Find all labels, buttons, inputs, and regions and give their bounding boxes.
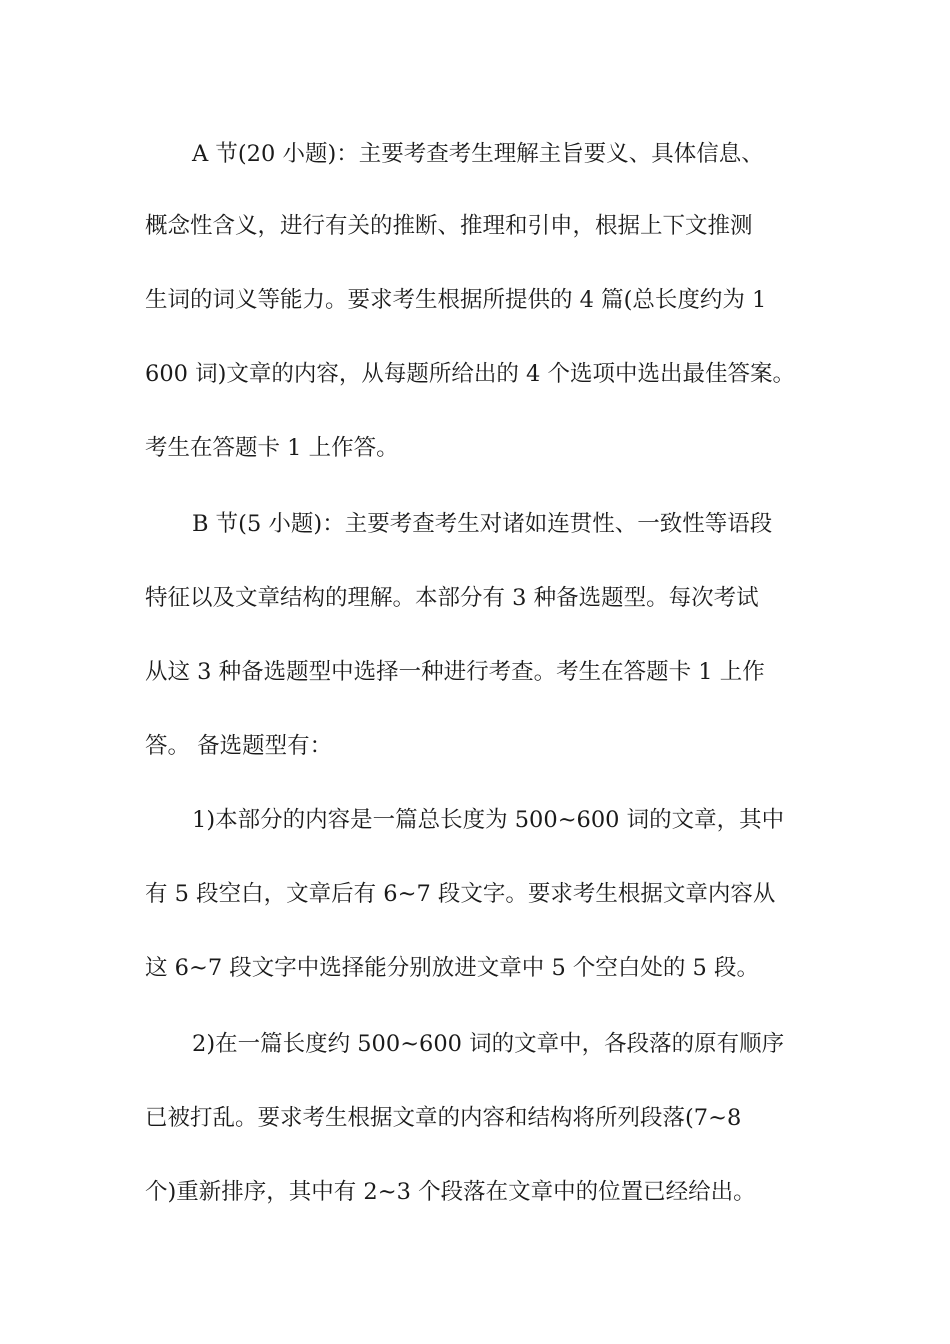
option-2-line-3: 个)重新排序，其中有 2~3 个段落在文章中的位置已经给出。 [145,1179,756,1205]
section-a-line-1: A 节(20 小题)：主要考查考生理解主旨要义、具体信息、 [192,141,764,167]
section-b-line-3: 从这 3 种备选题型中选择一种进行考查。考生在答题卡 1 上作 [145,659,765,685]
section-a-line-5: 考生在答题卡 1 上作答。 [145,435,399,461]
option-2-line-2: 已被打乱。要求考生根据文章的内容和结构将所列段落(7~8 [145,1105,742,1131]
section-a-line-4: 600 词)文章的内容，从每题所给出的 4 个选项中选出最佳答案。 [145,361,795,387]
option-1-line-1: 1)本部分的内容是一篇总长度为 500~600 词的文章，其中 [192,807,785,833]
option-1-line-2: 有 5 段空白，文章后有 6~7 段文字。要求考生根据文章内容从 [145,881,776,907]
section-b-line-2: 特征以及文章结构的理解。本部分有 3 种备选题型。每次考试 [145,585,759,611]
section-a-line-3: 生词的词义等能力。要求考生根据所提供的 4 篇(总长度约为 1 [145,287,767,313]
section-a-line-2: 概念性含义，进行有关的推断、推理和引申，根据上下文推测 [145,213,753,239]
option-2-line-1: 2)在一篇长度约 500~600 词的文章中，各段落的原有顺序 [192,1031,785,1057]
section-b-line-4: 答。 备选题型有： [145,733,333,759]
option-1-line-3: 这 6~7 段文字中选择能分别放进文章中 5 个空白处的 5 段。 [145,955,760,981]
section-b-line-1: B 节(5 小题)：主要考查考生对诸如连贯性、一致性等语段 [192,511,773,537]
